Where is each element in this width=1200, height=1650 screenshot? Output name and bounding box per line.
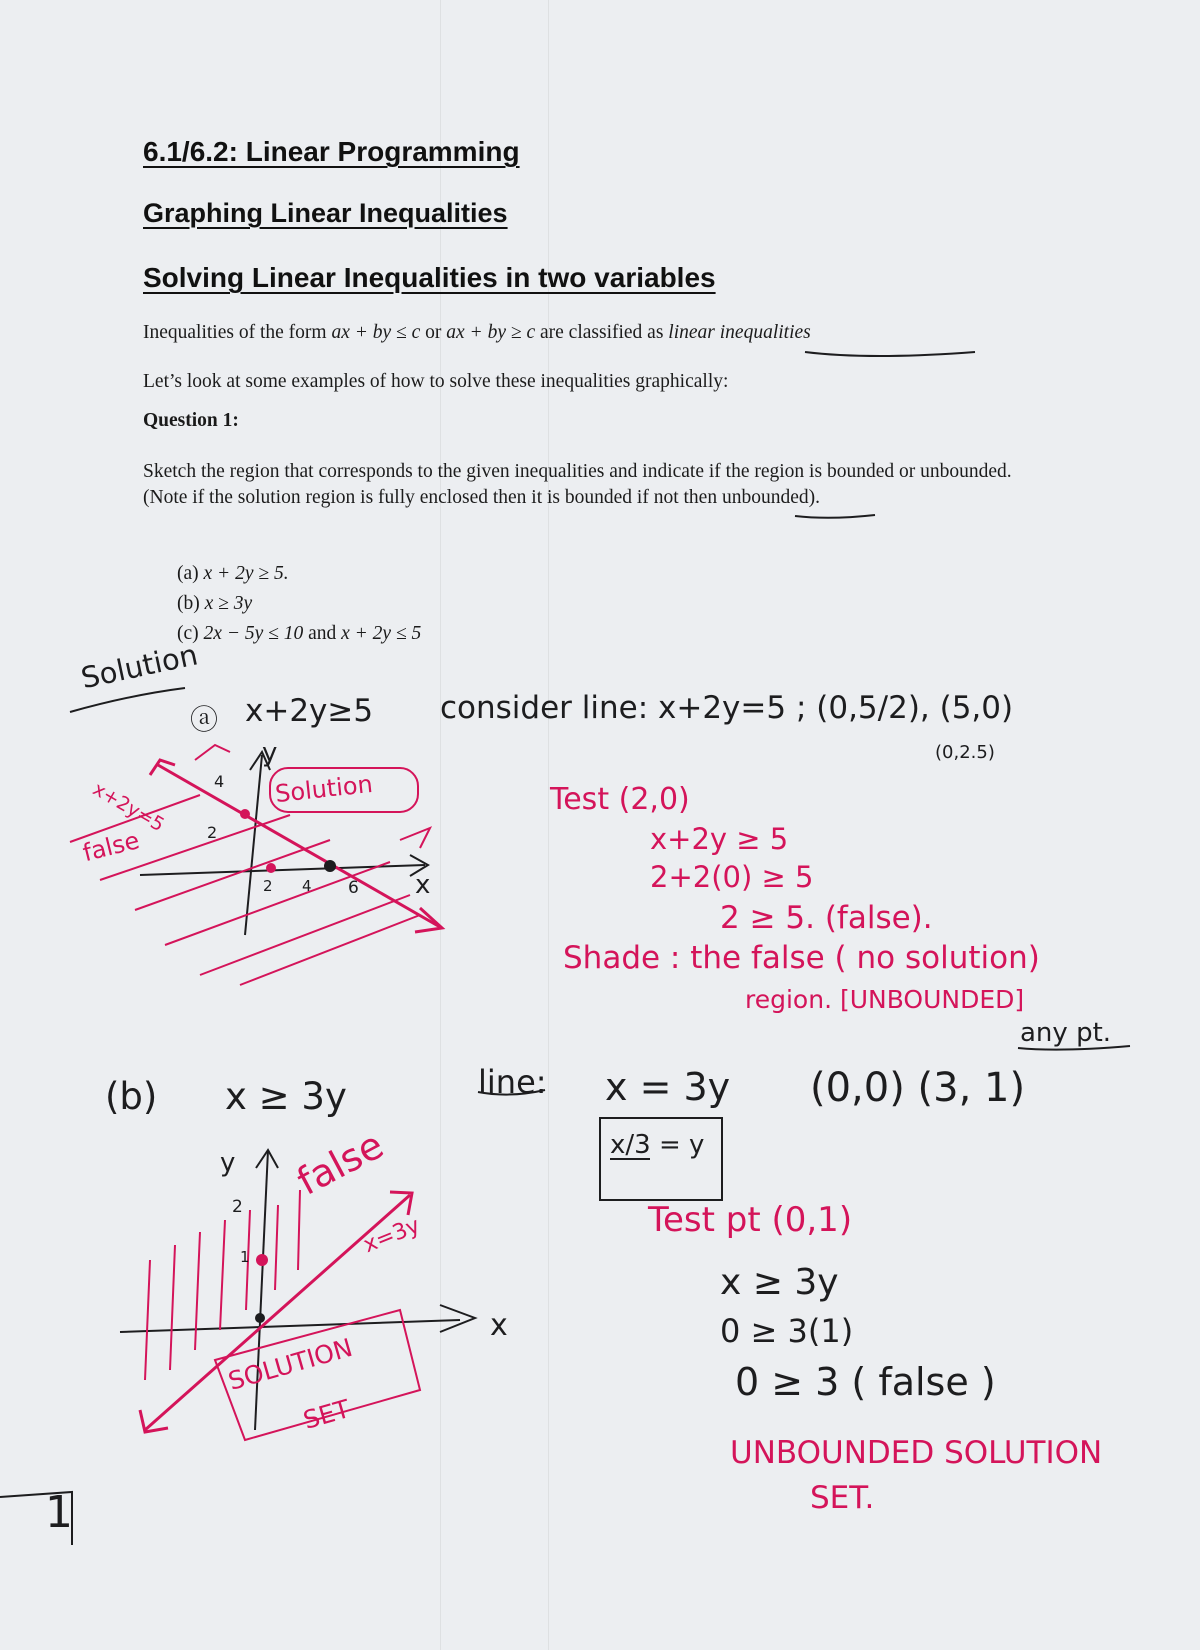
test-line: 2+2(0) ≥ 5 bbox=[650, 860, 814, 894]
graph-a-x-label: x bbox=[415, 870, 431, 900]
part-a-inequality: x+2y≥5 bbox=[245, 693, 374, 729]
item-label: (b) bbox=[177, 593, 205, 614]
section-heading: Graphing Linear Inequalities bbox=[143, 198, 508, 228]
question-text: Sketch the region that corresponds to the given inequalities and indicate if the region is bounded or unbounded. (Note if the solution region is fully enclosed then it is bounded if not then unbounded). bbox=[143, 461, 1012, 508]
any-point-note: any pt. bbox=[1020, 1018, 1112, 1048]
page-number: 1 bbox=[45, 1487, 73, 1538]
test-line: SET. bbox=[810, 1480, 875, 1516]
intro-text: Inequalities of the form bbox=[143, 322, 332, 343]
graph-a-tick-label: 4 bbox=[302, 877, 312, 895]
intro-text: are classified as bbox=[535, 322, 669, 343]
test-line: Test pt (0,1) bbox=[648, 1200, 853, 1240]
part-b-rearranged: x/3 = y bbox=[610, 1130, 705, 1160]
solution-label: Solution bbox=[78, 637, 201, 696]
graph-b-y-label: y bbox=[220, 1148, 236, 1178]
part-b-line-word: line: bbox=[478, 1063, 547, 1101]
solution-set-label-2: SET bbox=[300, 1394, 354, 1435]
part-a-marker: ⓐ bbox=[190, 703, 219, 736]
page-title: 6.1/6.2: Linear Programming bbox=[143, 136, 520, 167]
test-line: 2 ≥ 5. (false). bbox=[720, 900, 933, 936]
item-label: (a) bbox=[177, 563, 204, 584]
test-line: 0 ≥ 3(1) bbox=[720, 1312, 854, 1350]
question-label: Question 1: bbox=[143, 410, 239, 431]
part-b-inequality: x ≥ 3y bbox=[225, 1075, 347, 1118]
inequality-form-1: ax + by ≤ c bbox=[331, 322, 421, 343]
graph-a-tick-label: 4 bbox=[214, 772, 225, 791]
item-expression: x + 2y ≤ 5 bbox=[341, 623, 422, 644]
part-a-decimal-point: (0,2.5) bbox=[935, 742, 995, 763]
item-expression: x + 2y ≥ 5. bbox=[203, 563, 289, 584]
intro-text: or bbox=[420, 322, 447, 343]
graph-a-solution-label: Solution bbox=[273, 769, 374, 809]
graph-b-false-label: false bbox=[290, 1122, 391, 1204]
inequality-form-2: ax + by ≥ c bbox=[446, 322, 536, 343]
graph-b-x-label: x bbox=[490, 1308, 508, 1343]
part-b-points: (0,0) (3, 1) bbox=[810, 1065, 1026, 1111]
solution-set-label-1: SOLUTION bbox=[225, 1332, 356, 1396]
item-expression: x ≥ 3y bbox=[204, 593, 253, 614]
test-line: x ≥ 3y bbox=[720, 1262, 839, 1303]
graph-b-line-label: x=3y bbox=[360, 1213, 424, 1259]
test-line: Test (2,0) bbox=[550, 782, 690, 817]
part-b-line-equation: x = 3y bbox=[605, 1065, 731, 1109]
test-line: UNBOUNDED SOLUTION bbox=[730, 1435, 1103, 1471]
test-line: Shade : the false ( no solution) bbox=[563, 940, 1040, 976]
graph-a-tick-label: 6 bbox=[348, 878, 359, 898]
test-line: x+2y ≥ 5 bbox=[650, 822, 789, 856]
graph-a-tick-label: 2 bbox=[263, 877, 273, 895]
graph-a-false-label: false bbox=[80, 826, 143, 868]
lead-in-paragraph: Let’s look at some examples of how to solve these inequalities graphically: bbox=[143, 371, 729, 392]
graph-a-line-label: x+2y=5 bbox=[89, 778, 168, 837]
defined-term: linear inequalities bbox=[668, 322, 811, 343]
part-b-marker: (b) bbox=[105, 1075, 158, 1118]
subsection-heading: Solving Linear Inequalities in two variables bbox=[143, 262, 716, 293]
item-label: (c) bbox=[177, 623, 204, 644]
item-expression: 2x − 5y ≤ 10 bbox=[203, 623, 304, 644]
graph-b-tick-label: 2 bbox=[232, 1197, 243, 1217]
graph-a-y-label: y bbox=[262, 738, 278, 768]
test-line: region. [UNBOUNDED] bbox=[745, 985, 1025, 1014]
graph-a-tick-label: 2 bbox=[207, 823, 218, 842]
part-a-consider-line: consider line: x+2y=5 ; (0,5/2), (5,0) bbox=[440, 690, 1014, 726]
item-text: and bbox=[303, 623, 342, 644]
graph-b-tick-label: 1 bbox=[240, 1248, 250, 1266]
test-line: 0 ≥ 3 ( false ) bbox=[735, 1360, 996, 1404]
